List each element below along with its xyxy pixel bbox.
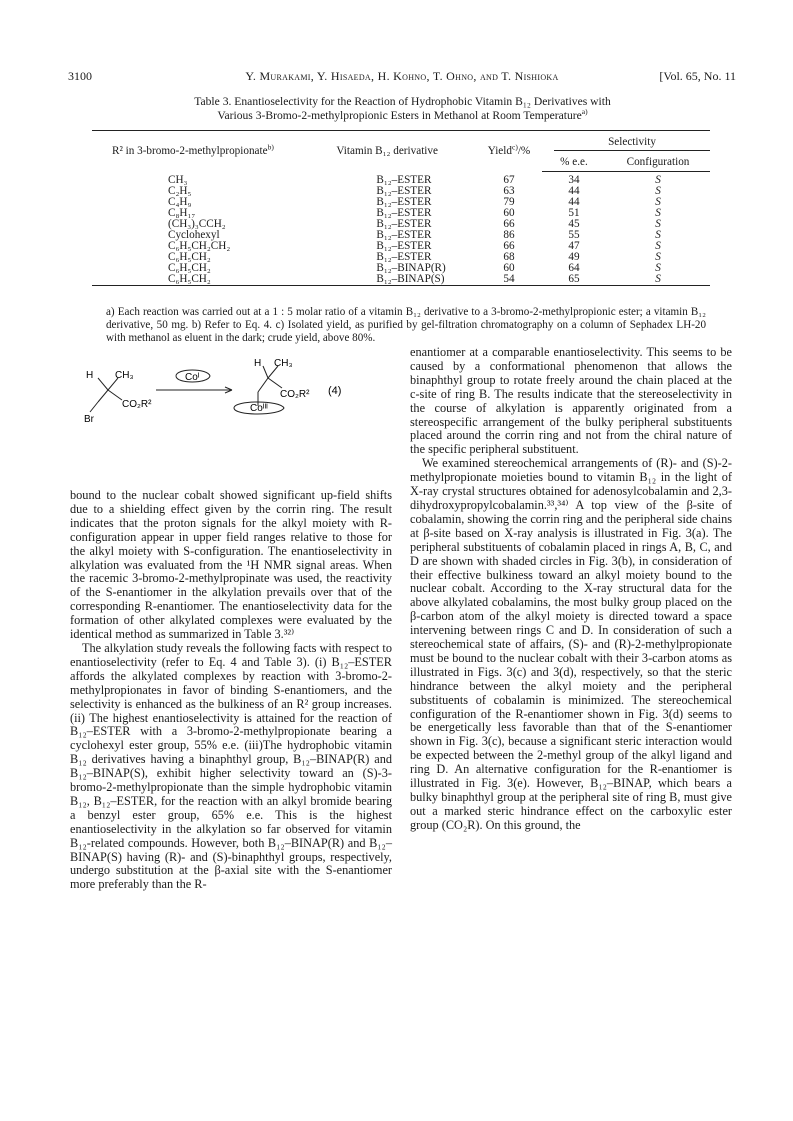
product-h: H	[254, 358, 262, 369]
cell-yield: 63	[503, 185, 515, 197]
cell-r2: C₆H₅CH₂	[168, 262, 211, 274]
cell-derivative: B₁₂–ESTER	[376, 185, 432, 197]
cell-yield: 54	[476, 274, 542, 286]
table-caption-line2-text: Various 3-Bromo-2-methylpropionic Esters in Methanol at Room Temperature	[217, 108, 582, 122]
cell-derivative: B₁₂–BINAP(R)	[376, 262, 446, 274]
cell-derivative: B₁₂–ESTER	[376, 218, 432, 230]
cell-r2: Cyclohexyl	[168, 229, 220, 241]
table-caption-line1: Table 3. Enantioselectivity for the Reaction of Hydrophobic Vitamin B₁₂ Derivatives with	[194, 95, 611, 108]
left-column	[70, 489, 392, 892]
right-column	[410, 346, 732, 833]
cell-derivative: B₁₂–ESTER	[376, 229, 432, 241]
cell-config: S	[655, 196, 661, 208]
cell-ee: 34	[568, 174, 580, 186]
header-yield-text: Yield	[487, 145, 512, 158]
header-yield-note: c)	[511, 142, 518, 152]
running-authors: Y. Murakami, Y. Hisaeda, H. Kohno, T. Ohno, and T. Nishioka	[245, 69, 559, 83]
cell-config: S	[655, 174, 661, 186]
volume-info: [Vol. 65, No. 11	[659, 69, 736, 83]
left-paragraph-2: The alkylation study reveals the following facts with respect to enantioselectivity (refer to Eq. 4 and Table 3). (i) B₁₂–ESTER affords the alkylated complexes by reaction with 3-bromo-2-methylpropionates in favor of binding S-enantiomers, and the selectivity is enhanced as the bulkiness of an R² group increases. (ii) The highest enantioselectivity is attained for the reaction of B₁₂–ESTER with a 3-bromo-2-methylpropionate bearing a cyclohexyl ester group, 55% e.e. (iii)The hydrophobic vitamin B₁₂ derivatives having a binaphthyl group, B₁₂–BINAP(R) and B₁₂–BINAP(S), exhibit higher selectivity toward an (S)-3-bromo-2-methylpropionate than the simple hydrophobic vitamin B₁₂, B₁₂–ESTER, for the reaction with an alkyl bromide bearing a benzyl ester group, 65% e.e. This is the highest enantioselectivity in the alkylation so far observed for vitamin B₁₂-related compounds. However, both B₁₂–BINAP(R) and B₁₂–BINAP(S) having (R)- and (S)-binaphthyl groups, respectively, undergo substitution at the β-axial site with the S-enantiomer more preferably than the R-	[70, 640, 392, 892]
cell-yield: 86	[503, 229, 515, 241]
cell-ee: 49	[568, 251, 580, 263]
table-caption-line2	[110, 106, 695, 123]
cell-r2: CH₃	[168, 173, 188, 186]
cell-ee: 55	[568, 229, 580, 241]
table-caption-note: a)	[581, 106, 588, 116]
left-paragraph-1: bound to the nuclear cobalt showed significant up-field shifts due to a shielding effect given by the corrin ring. The result indicates that the proton signals for the alkyl moiety with R-configuration appear in upper field ranges relative to those for the alkyl moiety with S-configuration. The enantioselectivity in alkylation was evaluated from the ¹H NMR signal areas. When the racemic 3-bromo-2-methylpropinate was used, the reactivity of the S-enantiomer in the alkylation prevails over that of the corresponding R-enantiomer. The enantioselectivity data for the formation of other alkylated complexes were evaluated by the identical method as summarized in Table 3.³²⁾	[70, 488, 392, 642]
table-caption	[110, 95, 695, 122]
reactant-co2r2: CO₂R²	[122, 399, 152, 410]
cell-yield: 66	[503, 240, 515, 252]
cell-yield: 60	[503, 262, 515, 274]
cell-config: S	[655, 240, 661, 252]
cell-config: S	[655, 251, 661, 263]
cell-config: S	[606, 274, 710, 286]
cell-r2: C₄H₉	[168, 196, 192, 208]
header-yield	[476, 131, 542, 172]
page-number: 3100	[68, 69, 92, 83]
reactant-structure	[90, 378, 122, 412]
cell-derivative: B₁₂–ESTER	[376, 240, 432, 252]
cell-config: S	[655, 262, 661, 274]
cell-ee: 44	[568, 196, 580, 208]
co-reagent-label: Coᴵ	[185, 372, 200, 383]
cell-derivative: B₁₂–ESTER	[376, 207, 432, 219]
cell-ee: 65	[542, 274, 606, 286]
table-row	[92, 274, 710, 286]
cell-yield: 60	[503, 207, 515, 219]
product-structure	[258, 366, 282, 406]
cell-derivative: B₁₂–ESTER	[376, 251, 432, 263]
cell-derivative: B₁₂–ESTER	[376, 173, 432, 186]
cell-ee: 51	[568, 207, 580, 219]
header-r2-note: b)	[267, 142, 274, 152]
reactant-h: H	[86, 370, 94, 381]
cell-config: S	[655, 229, 661, 241]
header-config: Configuration	[606, 153, 710, 172]
header-ee: % e.e.	[542, 153, 606, 172]
cell-ee: 64	[568, 262, 580, 274]
reactant-ch3: CH₃	[115, 370, 134, 381]
cell-r2: C₆H₅CH₂	[92, 274, 316, 286]
equation-4-scheme	[70, 356, 392, 482]
table-3	[92, 130, 710, 286]
cell-yield: 66	[503, 218, 515, 230]
cell-ee: 45	[568, 218, 580, 230]
header-r2-text: R² in 3-bromo-2-methylpropionate	[112, 145, 268, 158]
header-r2	[92, 131, 316, 172]
running-header	[68, 69, 736, 85]
cell-r2: C₂H₅	[168, 185, 192, 197]
co-product-label: Coᴵᴵᴵ	[250, 403, 268, 414]
right-paragraph-1: enantiomer at a comparable enantioselectivity. This seems to be caused by a conformational phenomenon that allows the binaphthyl group to rotate freely around the chain placed at the c-site of ring B. The results indicate that the stereoselectivity in the course of alkylation is apparently originated from a stereospecific arrangement of the bulky peripheral substituents placed around the corrin ring and not from the chiral nature of the specific peripheral substituent.	[410, 345, 732, 457]
product-co2r2: CO₂R²	[280, 389, 310, 400]
cell-config: S	[655, 218, 661, 230]
cell-derivative: B₁₂–ESTER	[376, 196, 432, 208]
cell-r2: (CH₃)₃CCH₂	[168, 218, 226, 230]
right-paragraph-2: We examined stereochemical arrangements of (R)- and (S)-2-methylpropionate moieties bound to vitamin B₁₂ in the light of X-ray crystal structures obtained for adenosylcobalamin and 2,3-dihydroxypropylcobalamin.³³,³⁴⁾ A top view of the β-site of cobalamin, showing the corrin ring and the peripheral side chains at β-site based on X-ray analysis is illustrated in Fig. 3(a). The peripheral substituents of cobalamin placed in rings A, B, C, and D are shown with shaded circles in Fig. 3(b), in consideration of their effective bulkiness toward an alkyl moiety bound to the nuclear cobalt. According to the X-ray structural data for the above alkylated cobalamins, the most bulky group placed on the β-carbon atom of the alkyl moiety is directed toward a space intervening between rings C and D. In consideration of such a stereochemical state of affairs, (S)- and (R)-2-methylpropionate must be bound to the nuclear cobalt with their 3-carbon atoms as illustrated in Figs. 3(c) and 3(d), respectively, so that the steric hindrance between the alkyl moiety and the peripheral substituents of cobalamin is minimized. The stereochemical configuration of the R-enantiomer shown in Fig. 3(d) seems to be energetically less favorable than that of the S-enantiomer shown in Fig. 3(c), because a significant steric interaction would be expected between the 2-methyl group of the alkyl ligand and ring D. An alternative configuration for the R-enantiomer is illustrated in Fig. 3(e). However, B₁₂–BINAP, which bears a bulky binaphthyl group at the peripheral site of ring B, must give out a marked steric hindrance effect on the carboxylic ester group (CO₂R). On this ground, the	[410, 456, 732, 832]
cell-config: S	[655, 185, 661, 197]
cell-r2: C₆H₅CH₂	[168, 251, 211, 263]
cell-yield: 68	[503, 251, 515, 263]
equation-number: (4)	[328, 385, 342, 397]
cell-r2: C₆H₅CH₂CH₂	[168, 240, 231, 252]
header-selectivity: Selectivity	[554, 136, 710, 151]
table-row	[92, 172, 710, 187]
cell-yield: 67	[503, 173, 515, 186]
cell-config: S	[655, 207, 661, 219]
cell-r2: C₈H₁₇	[168, 207, 196, 219]
cell-yield: 79	[503, 196, 515, 208]
cell-ee: 47	[568, 240, 580, 252]
table-footnotes: a) Each reaction was carried out at a 1 : 5 molar ratio of a vitamin B₁₂ derivative to a 3-bromo-2-methylpropionic ester; a vitamin B₁₂ derivative, 50 mg. b) Refer to Eq. 4. c) Isolated yield, as purified by gel-filtration chromatography on a column of Sephadex LH-20 with methanol as eluent in the dark; crude yield, above 80%.	[106, 306, 706, 344]
cell-ee: 44	[568, 185, 580, 197]
reactant-br: Br	[84, 414, 94, 425]
header-derivative: Vitamin B₁₂ derivative	[316, 131, 476, 172]
cell-derivative: B₁₂–BINAP(S)	[316, 274, 476, 286]
header-yield-unit: /%	[517, 145, 531, 158]
product-ch3: CH₃	[274, 358, 293, 369]
